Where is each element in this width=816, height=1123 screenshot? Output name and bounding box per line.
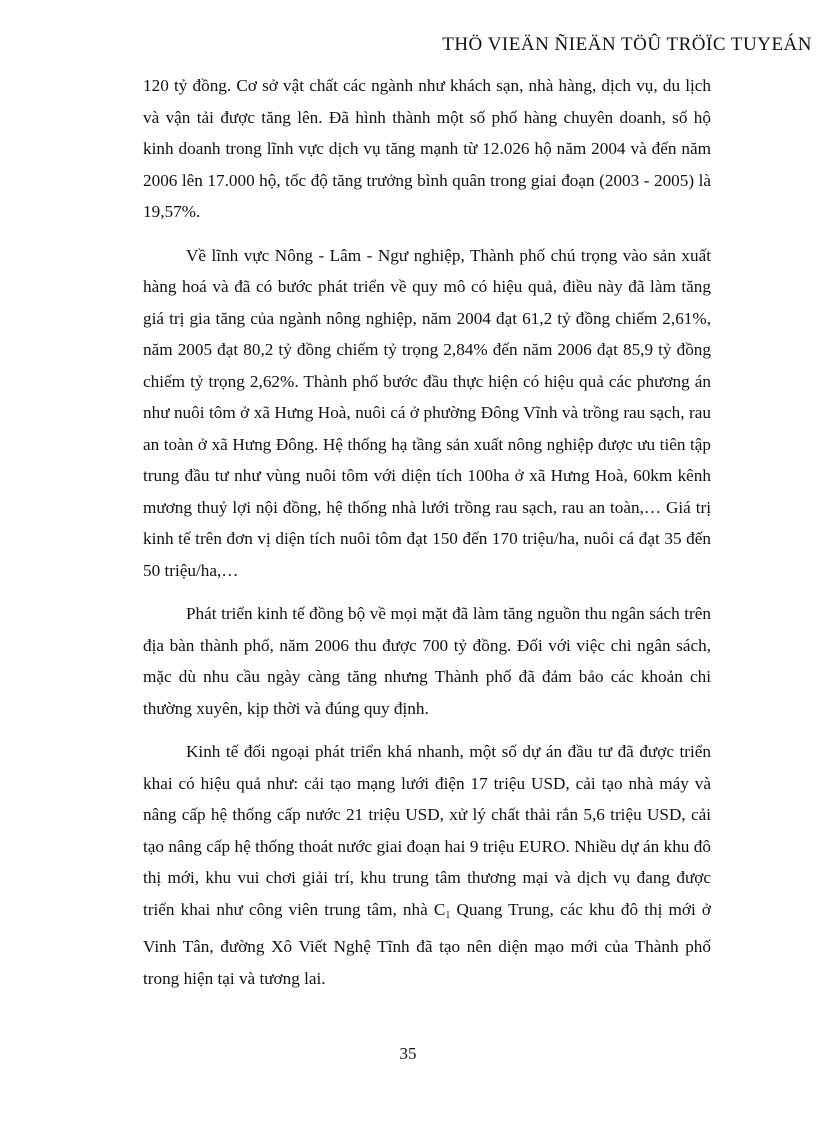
page-header-title: THÖ VIEÄN ÑIEÄN TÖÛ TRÖÏC TUYEÁN — [442, 34, 812, 55]
paragraph-agriculture: Về lĩnh vực Nông - Lâm - Ngư nghiệp, Thành phố chú trọng vào sản xuất hàng hoá và đã có bước phát triển về quy mô có hiệu quả, điều này đã làm tăng giá trị gia tăng của ngành nông nghiệp, năm 2004 đạt 61,2 tỷ đồng chiếm 2,61%, năm 2005 đạt 80,2 tỷ đồng chiếm tỷ trọng 2,84% đến năm 2006 đạt 85,9 tỷ đồng chiếm tỷ trọng 2,62%. Thành phố bước đầu thực hiện có hiệu quả các phương án như nuôi tôm ở xã Hưng Hoà, nuôi cá ở phường Đông Vĩnh và trồng rau sạch, rau an toàn ở xã Hưng Đông. Hệ thống hạ tầng sản xuất nông nghiệp được ưu tiên tập trung đầu tư như vùng nuôi tôm với diện tích 100ha ở xã Hưng Hoà, 60km kênh mương thuỷ lợi nội đồng, hệ thống nhà lưới trồng rau sạch, rau an toàn,… Giá trị kinh tế trên đơn vị diện tích nuôi tôm đạt 150 đến 170 triệu/ha, nuôi cá đạt 35 đến 50 triệu/ha,… — [143, 245, 711, 580]
paragraph-budget: Phát triển kinh tế đồng bộ về mọi mặt đã làm tăng nguồn thu ngân sách trên địa bàn thành phố, năm 2006 thu được 700 tỷ đồng. Đối với việc chi ngân sách, mặc dù nhu cầu ngày càng tăng nhưng Thành phố đã đảm bảo các khoản chi thường xuyên, kịp thời và đúng quy định. — [143, 604, 711, 718]
document-body — [143, 70, 711, 1006]
page-number: 35 — [399, 1044, 417, 1063]
paragraph-continuation: 120 tỷ đồng. Cơ sở vật chất các ngành như khách sạn, nhà hàng, dịch vụ, du lịch và vận tải được tăng lên. Đã hình thành một số phố hàng chuyên doanh, số hộ kinh doanh trong lĩnh vực dịch vụ tăng mạnh từ 12.026 hộ năm 2004 và đến năm 2006 lên 17.000 hộ, tốc độ tăng trưởng bình quân trong giai đoạn (2003 - 2005) là 19,57%. — [143, 76, 711, 221]
paragraph-foreign-economy — [143, 736, 711, 994]
subscript-one: 1 — [445, 909, 451, 921]
paragraph-foreign-economy-text-before: Kinh tế đối ngoại phát triển khá nhanh, một số dự án đầu tư đã được triển khai có hiệu quả như: cải tạo mạng lưới điện 17 triệu USD, cải tạo nhà máy và nâng cấp hệ thống cấp nước 21 triệu USD, xử lý chất thải rắn 5,6 triệu USD, cải tạo nâng cấp hệ thống thoát nước giai đoạn hai 9 triệu EURO. Nhiều dự án khu đô thị mới, khu vui chơi giải trí, khu trung tâm thương mại và dịch vụ đang được triển khai như công viên trung tâm, nhà C — [143, 742, 711, 919]
paragraph-foreign-economy-text-after: Quang Trung, các khu đô thị mới ở Vinh Tân, đường Xô Viết Nghệ Tĩnh đã tạo nên diện mạo mới của Thành phố trong hiện tại và tương lai. — [143, 899, 711, 988]
